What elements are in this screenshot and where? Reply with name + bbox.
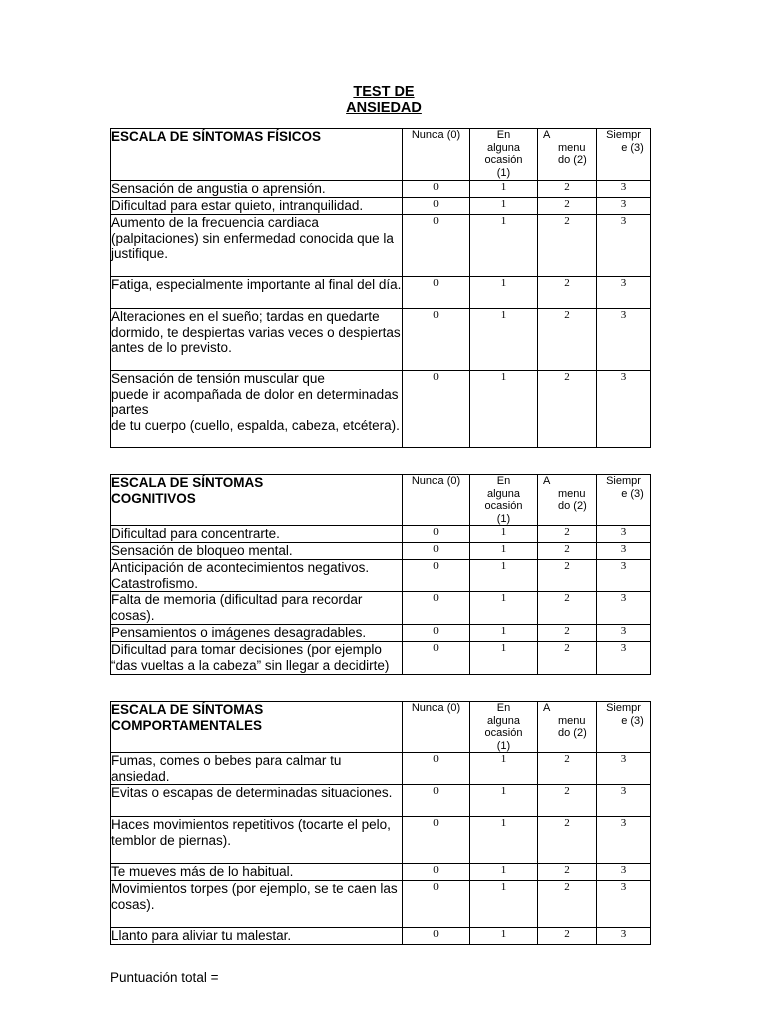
symptom-text: Sensación de bloqueo mental. (111, 543, 403, 560)
score-ocasion: 1 (470, 526, 538, 543)
score-ocasion: 1 (470, 198, 538, 215)
score-nunca: 0 (403, 753, 470, 785)
scale-table (110, 474, 651, 675)
header-menudo-line: A (543, 475, 551, 487)
score-nunca: 0 (403, 198, 470, 215)
header-ocasion-line: ocasión (484, 500, 523, 512)
score-siempre: 3 (597, 753, 651, 785)
header-a-menudo (538, 129, 597, 181)
score-siempre: 3 (597, 526, 651, 543)
header-ocasion-line: alguna (486, 141, 521, 154)
score-siempre: 3 (597, 215, 651, 277)
score-menudo: 2 (538, 560, 597, 592)
score-ocasion: 1 (470, 592, 538, 625)
header-siempre (597, 475, 651, 526)
scale-title (111, 129, 403, 181)
header-ocasion-line: En (496, 475, 511, 487)
header-ocasion-line: alguna (486, 714, 521, 727)
title-line-1: TEST DE (353, 84, 415, 100)
score-siempre: 3 (597, 592, 651, 625)
header-siempre-line: e (3) (621, 714, 644, 727)
symptom-text: Anticipación de acontecimientos negativos. Catastrofismo. (111, 560, 403, 592)
table-row (111, 753, 651, 785)
symptom-text: Aumento de la frecuencia cardiaca (palpitaciones) sin enfermedad conocida que la justifique. (111, 215, 403, 277)
score-nunca: 0 (403, 371, 470, 448)
scale-title-line: ESCALA DE SÍNTOMAS (111, 702, 264, 717)
header-menudo-line: menu (558, 714, 586, 727)
table-row (111, 560, 651, 592)
table-row (111, 864, 651, 881)
header-en-alguna-ocasion (470, 475, 538, 526)
header-ocasion-line: (1) (496, 739, 511, 752)
score-ocasion: 1 (470, 642, 538, 675)
score-siempre: 3 (597, 864, 651, 881)
score-menudo: 2 (538, 215, 597, 277)
total-score-label: Puntuación total = (110, 970, 219, 985)
score-ocasion: 1 (470, 543, 538, 560)
score-menudo: 2 (538, 526, 597, 543)
scale-title-line: ESCALA DE SÍNTOMAS (111, 475, 264, 490)
score-siempre: 3 (597, 181, 651, 198)
header-menudo-line: menu (558, 141, 586, 154)
scale-title-line: COMPORTAMENTALES (111, 718, 262, 733)
symptom-text: Dificultad para concentrarte. (111, 526, 403, 543)
symptom-text: Falta de memoria (dificultad para recordar cosas). (111, 592, 403, 625)
score-ocasion: 1 (470, 817, 538, 864)
table-row (111, 928, 651, 945)
header-menudo-line: A (543, 702, 551, 714)
score-nunca: 0 (403, 625, 470, 642)
scale-header-row (111, 702, 651, 753)
header-menudo-line: do (2) (558, 500, 587, 512)
symptom-text: Llanto para aliviar tu malestar. (111, 928, 403, 945)
header-siempre-line: Siempr (606, 475, 641, 487)
score-nunca: 0 (403, 817, 470, 864)
symptom-text: Movimientos torpes (por ejemplo, se te caen las cosas). (111, 881, 403, 928)
score-siempre: 3 (597, 817, 651, 864)
scale-table (110, 128, 651, 448)
score-nunca: 0 (403, 309, 470, 371)
table-row (111, 625, 651, 642)
score-nunca: 0 (403, 215, 470, 277)
header-siempre-line: Siempr (606, 702, 641, 714)
score-siempre: 3 (597, 881, 651, 928)
header-nunca-label: Nunca (0) (411, 702, 461, 714)
score-siempre: 3 (597, 642, 651, 675)
score-menudo: 2 (538, 928, 597, 945)
score-menudo: 2 (538, 309, 597, 371)
score-ocasion: 1 (470, 864, 538, 881)
score-nunca: 0 (403, 881, 470, 928)
symptom-text: Dificultad para estar quieto, intranquilidad. (111, 198, 403, 215)
score-siempre: 3 (597, 543, 651, 560)
score-siempre: 3 (597, 625, 651, 642)
header-menudo-line: A (543, 129, 551, 141)
score-nunca: 0 (403, 181, 470, 198)
table-row (111, 181, 651, 198)
table-row (111, 309, 651, 371)
table-row (111, 371, 651, 448)
score-nunca: 0 (403, 864, 470, 881)
symptom-text: Fumas, comes o bebes para calmar tu ansiedad. (111, 753, 403, 785)
header-menudo-line: do (2) (558, 154, 587, 166)
score-menudo: 2 (538, 785, 597, 817)
header-nunca (403, 129, 470, 181)
title-line-2: ANSIEDAD (346, 100, 422, 116)
score-ocasion: 1 (470, 215, 538, 277)
score-menudo: 2 (538, 881, 597, 928)
symptom-text: Te mueves más de lo habitual. (111, 864, 403, 881)
symptom-text: Evitas o escapas de determinadas situaciones. (111, 785, 403, 817)
score-ocasion: 1 (470, 181, 538, 198)
score-siempre: 3 (597, 560, 651, 592)
score-menudo: 2 (538, 277, 597, 309)
score-ocasion: 1 (470, 881, 538, 928)
scale-title (111, 475, 403, 526)
header-ocasion-line: ocasión (484, 154, 523, 166)
score-siempre: 3 (597, 198, 651, 215)
score-menudo: 2 (538, 198, 597, 215)
scale-title-line: ESCALA DE SÍNTOMAS FÍSICOS (111, 129, 322, 144)
symptom-text: Haces movimientos repetitivos (tocarte el pelo, temblor de piernas). (111, 817, 403, 864)
table-row (111, 277, 651, 309)
header-ocasion-line: (1) (496, 166, 511, 179)
scale-header-row (111, 475, 651, 526)
symptom-text: Pensamientos o imágenes desagradables. (111, 625, 403, 642)
table-row (111, 198, 651, 215)
table-row (111, 526, 651, 543)
header-en-alguna-ocasion (470, 129, 538, 181)
score-siempre: 3 (597, 371, 651, 448)
scale-table (110, 701, 651, 945)
scale-title (111, 702, 403, 753)
header-ocasion-line: ocasión (484, 727, 523, 739)
header-nunca (403, 475, 470, 526)
symptom-text: Dificultad para tomar decisiones (por ejemplo “das vueltas a la cabeza” sin llegar a decidirte) (111, 642, 403, 675)
score-menudo: 2 (538, 753, 597, 785)
score-ocasion: 1 (470, 753, 538, 785)
score-nunca: 0 (403, 592, 470, 625)
score-nunca: 0 (403, 642, 470, 675)
table-row (111, 215, 651, 277)
score-siempre: 3 (597, 277, 651, 309)
table-row (111, 592, 651, 625)
score-nunca: 0 (403, 928, 470, 945)
score-ocasion: 1 (470, 560, 538, 592)
header-ocasion-line: alguna (486, 487, 521, 500)
header-siempre-line: e (3) (621, 141, 644, 154)
score-menudo: 2 (538, 543, 597, 560)
score-menudo: 2 (538, 642, 597, 675)
score-menudo: 2 (538, 181, 597, 198)
header-menudo-line: menu (558, 487, 586, 500)
header-siempre-line: e (3) (621, 487, 644, 500)
document-title (300, 84, 468, 116)
score-menudo: 2 (538, 864, 597, 881)
score-menudo: 2 (538, 592, 597, 625)
score-ocasion: 1 (470, 928, 538, 945)
header-en-alguna-ocasion (470, 702, 538, 753)
score-nunca: 0 (403, 785, 470, 817)
table-row (111, 642, 651, 675)
header-a-menudo (538, 702, 597, 753)
symptom-text: Sensación de angustia o aprensión. (111, 181, 403, 198)
symptom-text: Sensación de tensión muscular que puede ir acompañada de dolor en determinadas partes de tu cuerpo (cuello, espalda, cabeza, etcétera). (111, 371, 403, 448)
header-nunca-label: Nunca (0) (411, 129, 461, 141)
score-ocasion: 1 (470, 371, 538, 448)
header-menudo-line: do (2) (558, 727, 587, 739)
header-ocasion-line: En (496, 129, 511, 141)
score-ocasion: 1 (470, 785, 538, 817)
header-ocasion-line: (1) (496, 512, 511, 525)
header-siempre (597, 129, 651, 181)
header-ocasion-line: En (496, 702, 511, 714)
score-ocasion: 1 (470, 309, 538, 371)
scale-header-row (111, 129, 651, 181)
table-row (111, 881, 651, 928)
score-siempre: 3 (597, 309, 651, 371)
score-ocasion: 1 (470, 277, 538, 309)
table-row (111, 543, 651, 560)
table-row (111, 785, 651, 817)
header-a-menudo (538, 475, 597, 526)
header-nunca-label: Nunca (0) (411, 475, 461, 487)
header-nunca (403, 702, 470, 753)
score-nunca: 0 (403, 526, 470, 543)
header-siempre-line: Siempr (606, 129, 641, 141)
score-nunca: 0 (403, 277, 470, 309)
table-row (111, 817, 651, 864)
symptom-text: Fatiga, especialmente importante al final del día. (111, 277, 403, 309)
score-siempre: 3 (597, 785, 651, 817)
header-siempre (597, 702, 651, 753)
score-menudo: 2 (538, 625, 597, 642)
score-menudo: 2 (538, 817, 597, 864)
scale-title-line: COGNITIVOS (111, 491, 196, 506)
score-nunca: 0 (403, 543, 470, 560)
score-siempre: 3 (597, 928, 651, 945)
score-menudo: 2 (538, 371, 597, 448)
symptom-text: Alteraciones en el sueño; tardas en quedarte dormido, te despiertas varias veces o despiertas antes de lo previsto. (111, 309, 403, 371)
score-ocasion: 1 (470, 625, 538, 642)
score-nunca: 0 (403, 560, 470, 592)
